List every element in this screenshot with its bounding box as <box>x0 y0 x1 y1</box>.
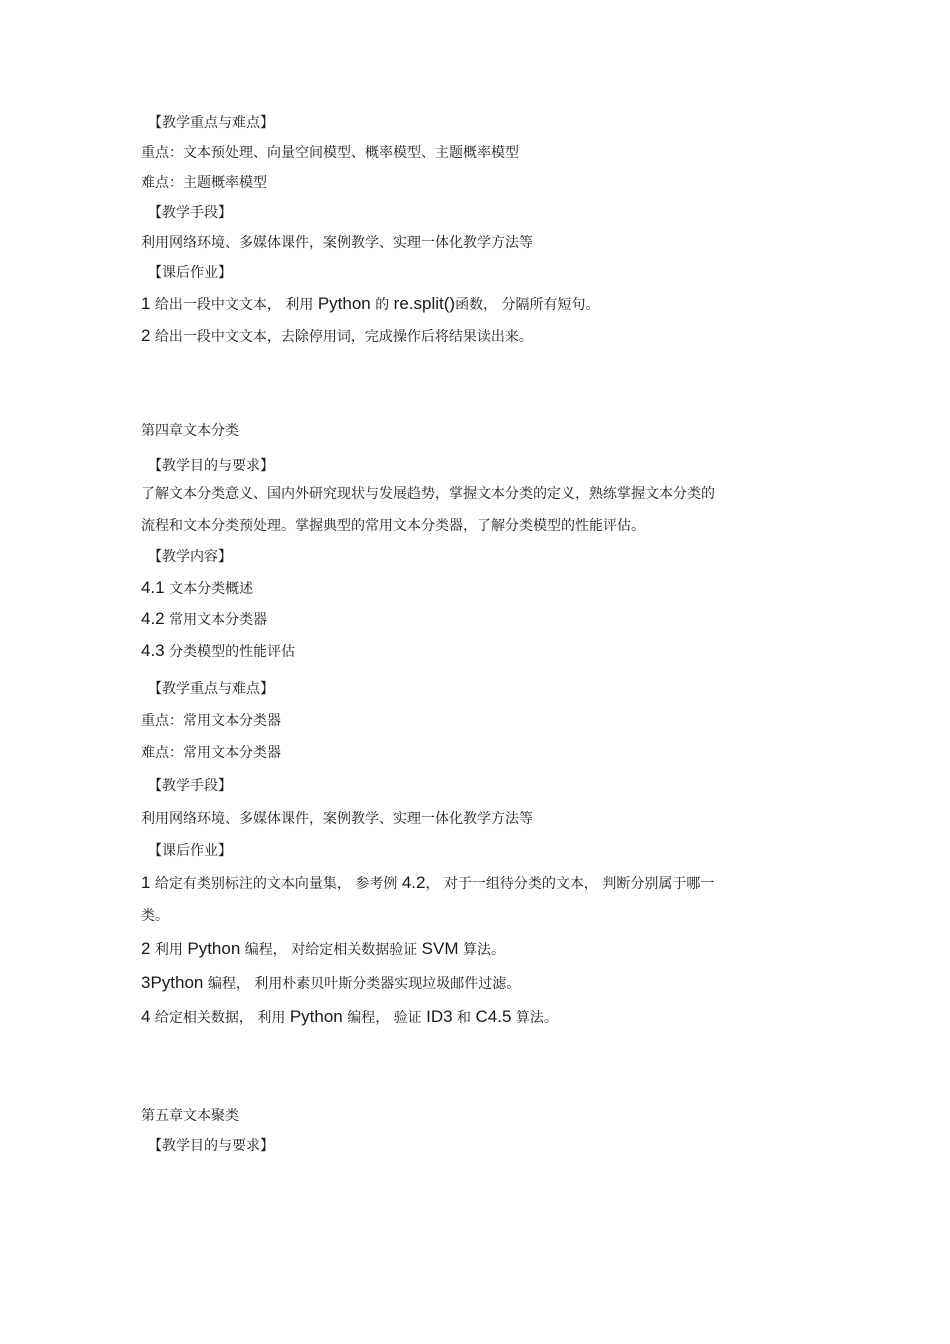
section3-difficulties: 难点：主题概率模型 <box>141 175 267 191</box>
homework-text: 类。 <box>141 908 169 924</box>
homework-text: 的 <box>370 297 394 313</box>
section3-methods-heading: 【教学手段】 <box>148 205 232 221</box>
chapter4-homework-item-1-cont <box>141 906 169 926</box>
section3-key-points-heading: 【教学重点与难点】 <box>148 115 274 131</box>
chapter4-title: 第四章文本分类 <box>141 423 239 439</box>
section3-homework-heading: 【课后作业】 <box>148 265 232 281</box>
homework-text-latin: C4.5 <box>475 1007 512 1026</box>
homework-text: 给定有类别标注的文本向量集， 参考例 <box>154 876 402 892</box>
chapter4-homework-item-1 <box>141 873 714 894</box>
homework-text: 给定相关数据， 利用 <box>154 1010 290 1026</box>
section3-homework-item-2 <box>141 326 533 347</box>
section3-key-points: 重点：文本预处理、向量空间模型、概率模型、主题概率模型 <box>141 145 519 161</box>
homework-text-latin: re.split() <box>393 294 456 313</box>
chapter4-objectives-heading: 【教学目的与要求】 <box>148 458 274 474</box>
chapter4-content-heading: 【教学内容】 <box>148 549 232 565</box>
homework-number: 1 <box>141 873 151 892</box>
chapter4-homework-heading: 【课后作业】 <box>148 843 232 859</box>
chapter4-content-item <box>141 578 253 599</box>
chapter4-difficulties: 难点：常用文本分类器 <box>141 745 281 761</box>
homework-number: 3Python <box>141 973 204 992</box>
content-item-number: 4.2 <box>141 609 165 628</box>
chapter4-objectives-line1: 了解文本分类意义、国内外研究现状与发展趋势，掌握文本分类的定义，熟练掌握文本分类的 <box>141 486 715 502</box>
chapter4-homework-item-2 <box>141 939 505 960</box>
section3-methods: 利用网络环境、多媒体课件，案例教学、实理一体化教学方法等 <box>141 235 533 251</box>
chapter4-key-points-heading: 【教学重点与难点】 <box>148 681 274 697</box>
chapter4-homework-item-4 <box>141 1007 558 1028</box>
chapter4-methods-heading: 【教学手段】 <box>148 778 232 794</box>
homework-text: 给出一段中文文本， 利用 <box>154 297 318 313</box>
homework-text: 算法。 <box>511 1010 558 1026</box>
chapter4-content-item <box>141 609 267 630</box>
homework-text: 函数， 分隔所有短句。 <box>455 297 600 313</box>
chapter5-objectives-heading: 【教学目的与要求】 <box>148 1138 274 1154</box>
homework-number: 2 <box>141 939 151 958</box>
chapter4-methods: 利用网络环境、多媒体课件，案例教学、实理一体化教学方法等 <box>141 811 533 827</box>
homework-text-latin: 4.2 <box>401 873 426 892</box>
homework-number: 1 <box>141 294 151 313</box>
homework-text: 给出一段中文文本，去除停用词，完成操作后将结果读出来。 <box>154 329 533 345</box>
homework-number: 4 <box>141 1007 151 1026</box>
chapter4-key-points: 重点：常用文本分类器 <box>141 713 281 729</box>
homework-text: ， 对于一组待分类的文本， 判断分别属于哪一 <box>425 876 715 892</box>
chapter5-title: 第五章文本聚类 <box>141 1108 239 1124</box>
homework-text: 利用 <box>154 942 188 958</box>
chapter4-content-item <box>141 641 295 662</box>
content-item-text: 文本分类概述 <box>169 581 254 597</box>
homework-text-latin: Python <box>289 1007 343 1026</box>
homework-text-latin: Python <box>317 294 371 313</box>
section3-homework-item-1 <box>141 294 600 315</box>
chapter4-objectives-line2: 流程和文本分类预处理。掌握典型的常用文本分类器，了解分类模型的性能评估。 <box>141 518 645 534</box>
homework-text: 编程， 验证 <box>342 1010 427 1026</box>
homework-text-latin: SVM <box>421 939 459 958</box>
homework-text-latin: Python <box>187 939 241 958</box>
homework-text: 编程， 对给定相关数据验证 <box>240 942 422 958</box>
content-item-number: 4.3 <box>141 641 165 660</box>
content-item-number: 4.1 <box>141 578 165 597</box>
content-item-text: 分类模型的性能评估 <box>169 644 296 660</box>
chapter4-homework-item-3 <box>141 973 520 994</box>
homework-text-latin: ID3 <box>426 1007 453 1026</box>
homework-text: 和 <box>452 1010 476 1026</box>
homework-text: 算法。 <box>458 942 505 958</box>
content-item-text: 常用文本分类器 <box>169 612 268 628</box>
homework-text: 编程， 利用朴素贝叶斯分类器实现垃圾邮件过滤。 <box>203 976 521 992</box>
homework-number: 2 <box>141 326 151 345</box>
